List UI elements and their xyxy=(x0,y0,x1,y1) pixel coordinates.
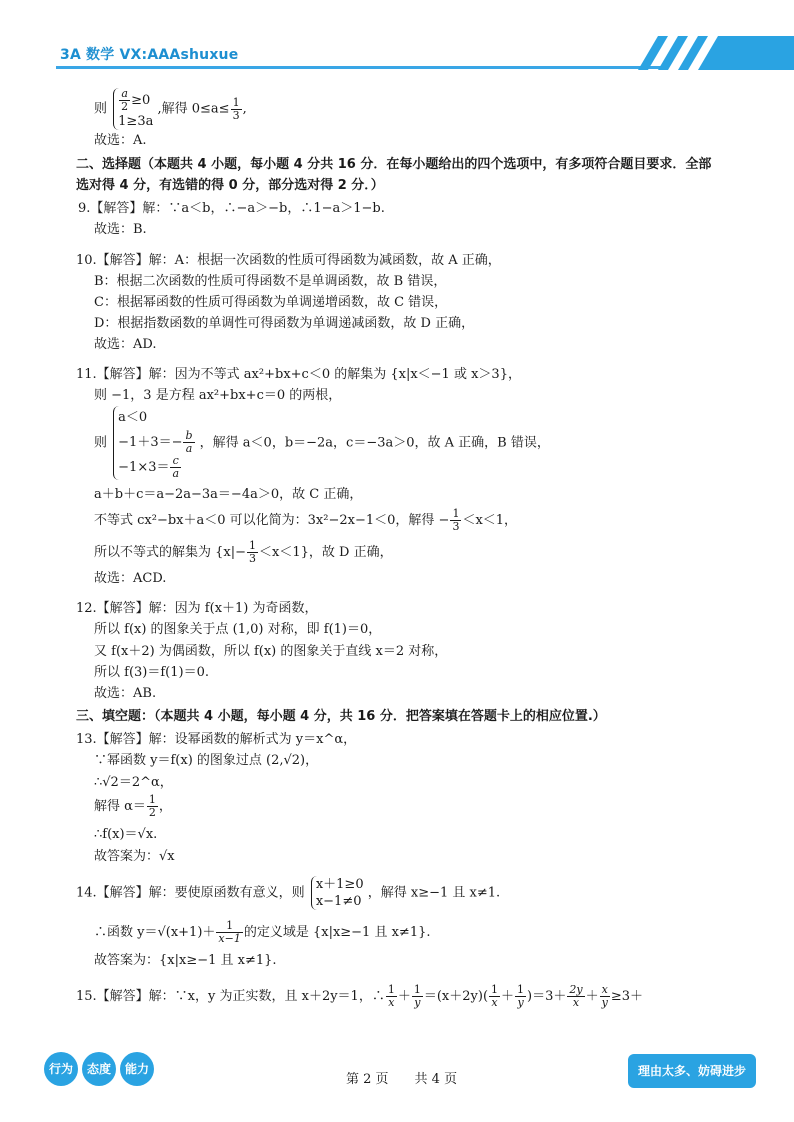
q10-line: 10.【解答】解：A：根据一次函数的性质可得函数为减函数，故 A 正确， xyxy=(76,253,501,268)
q8-tail-line: 则 $\frac{a}{2}$ ≥0 1≥3a ,解得 0≤a≤ $\frac{1}{3}$ , xyxy=(94,87,247,129)
q12-answer: 故选：AB. xyxy=(94,686,157,701)
answer-line: 故选：A. xyxy=(94,133,147,148)
system-brace: $\frac{a}{2}$ ≥0 1≥3a xyxy=(113,88,153,130)
q11-line: 所以不等式的解集为 {x|− $\frac{1}{3}$ ＜x＜1}，故 D 正确， xyxy=(94,539,393,565)
q14-answer: 故答案为：{x|x≥−1 且 x≠1}. xyxy=(94,953,277,968)
q13-line: ∴√2＝2^α， xyxy=(94,775,173,790)
system-brace: x＋1≥0 x−1≠0 xyxy=(311,876,364,910)
section-3-heading: 三、填空题：（本题共 4 小题，每小题 4 分，共 16 分．把答案填在答题卡上的相应位置.） xyxy=(76,709,606,724)
q10-line: D：根据指数函数的单调性可得函数为单调递减函数，故 D 正确， xyxy=(94,316,475,331)
q13-line: 解得 α＝ $\frac{1}{2}$ ， xyxy=(94,793,172,819)
section-2-heading-cont: 选对得 4 分，有选错的得 0 分，部分选对得 2 分．） xyxy=(76,178,384,193)
q12-line: 12.【解答】解：因为 f(x＋1) 为奇函数， xyxy=(76,601,318,616)
q13-line: ∴f(x)＝√x. xyxy=(94,827,158,842)
q14-line: ∴函数 y＝√(x+1)＋ $\frac{1}{x-1}$ 的定义域是 {x|x≥−1 且 x≠1}. xyxy=(94,919,431,945)
page-number: 第 2 页 共 4 页 xyxy=(346,1072,458,1087)
q13-answer: 故答案为：√x xyxy=(94,849,175,864)
header-rule xyxy=(56,66,666,69)
system-brace: a＜0 −1＋3＝− $\frac{b}{a}$ −1×3＝ $\frac{c}{a}$ xyxy=(113,406,195,480)
badge-attitude: 态度 xyxy=(82,1052,116,1086)
q10-answer: 故选：AD. xyxy=(94,337,157,352)
q11-line: 则 −1，3 是方程 ax²+bx+c＝0 的两根， xyxy=(94,388,342,403)
q12-line: 所以 f(3)＝f(1)＝0. xyxy=(94,665,209,680)
q13-line: ∵幂函数 y＝f(x) 的图象过点 (2,√2)， xyxy=(94,753,319,768)
q10-line: B：根据二次函数的性质可得函数不是单调函数，故 B 错误， xyxy=(94,274,447,289)
q9-line: 9.【解答】解：∵a＜b，∴−a＞−b，∴1−a＞1−b. xyxy=(78,201,385,216)
badge-behavior: 行为 xyxy=(44,1052,78,1086)
header-title: 3A 数学 VX:AAAshuxue xyxy=(60,47,239,63)
q10-line: C：根据幂函数的性质可得函数为单调递增函数，故 C 错误， xyxy=(94,295,448,310)
q13-line: 13.【解答】解：设幂函数的解析式为 y＝x^α， xyxy=(76,732,357,747)
q11-line: 11.【解答】解：因为不等式 ax²+bx+c＜0 的解集为 {x|x＜−1 或 x＞3}， xyxy=(76,367,521,382)
text: 则 xyxy=(94,101,108,117)
q15-line: 15.【解答】解：∵x，y 为正实数，且 x＋2y＝1，∴ $\frac{1}{x}$ ＋ $\frac{1}{y}$ ＝(x＋2y)( $\frac{1}{x}$ ＋ $\frac{1}{y}$ )＝3＋ $\frac{2y}{x}$ ＋ $\frac{x}{y}$ ≥3＋ xyxy=(76,983,644,1009)
q9-answer: 故选：B. xyxy=(94,222,147,237)
q12-line: 所以 f(x) 的图象关于点 (1,0) 对称，即 f(1)＝0， xyxy=(94,622,382,637)
q11-line: a＋b＋c＝a−2a−3a＝−4a＞0，故 C 正确， xyxy=(94,487,363,502)
page-header xyxy=(0,0,794,72)
q12-line: 又 f(x＋2) 为偶函数，所以 f(x) 的图象关于直线 x＝2 对称， xyxy=(94,644,448,659)
footer-slogan: 理由太多、妨碍进步 xyxy=(628,1054,756,1088)
header-stripes-decoration xyxy=(628,36,794,70)
badge-ability: 能力 xyxy=(120,1052,154,1086)
q11-answer: 故选：ACD. xyxy=(94,571,167,586)
q11-line: 不等式 cx²−bx＋a＜0 可以化简为：3x²−2x−1＜0，解得 − $\frac{1}{3}$ ＜x＜1， xyxy=(94,507,518,533)
fraction: $\frac{a}{2}$ xyxy=(121,87,129,113)
section-2-heading: 二、选择题（本题共 4 小题，每小题 4 分共 16 分．在每小题给出的四个选项中，有多项符合题目要求．全部 xyxy=(76,157,712,172)
q14-line: 14.【解答】解：要使原函数有意义，则 x＋1≥0 x−1≠0 ，解得 x≥−1 且 x≠1. xyxy=(76,877,501,909)
fraction: $\frac{1}{3}$ xyxy=(232,95,240,122)
q11-system-line: 则 a＜0 −1＋3＝− $\frac{b}{a}$ −1×3＝ $\frac{c}{a}$ ，解得 a＜0，b＝−2a，c＝−3a＞0，故 A 正确，B 错误， xyxy=(94,406,550,480)
